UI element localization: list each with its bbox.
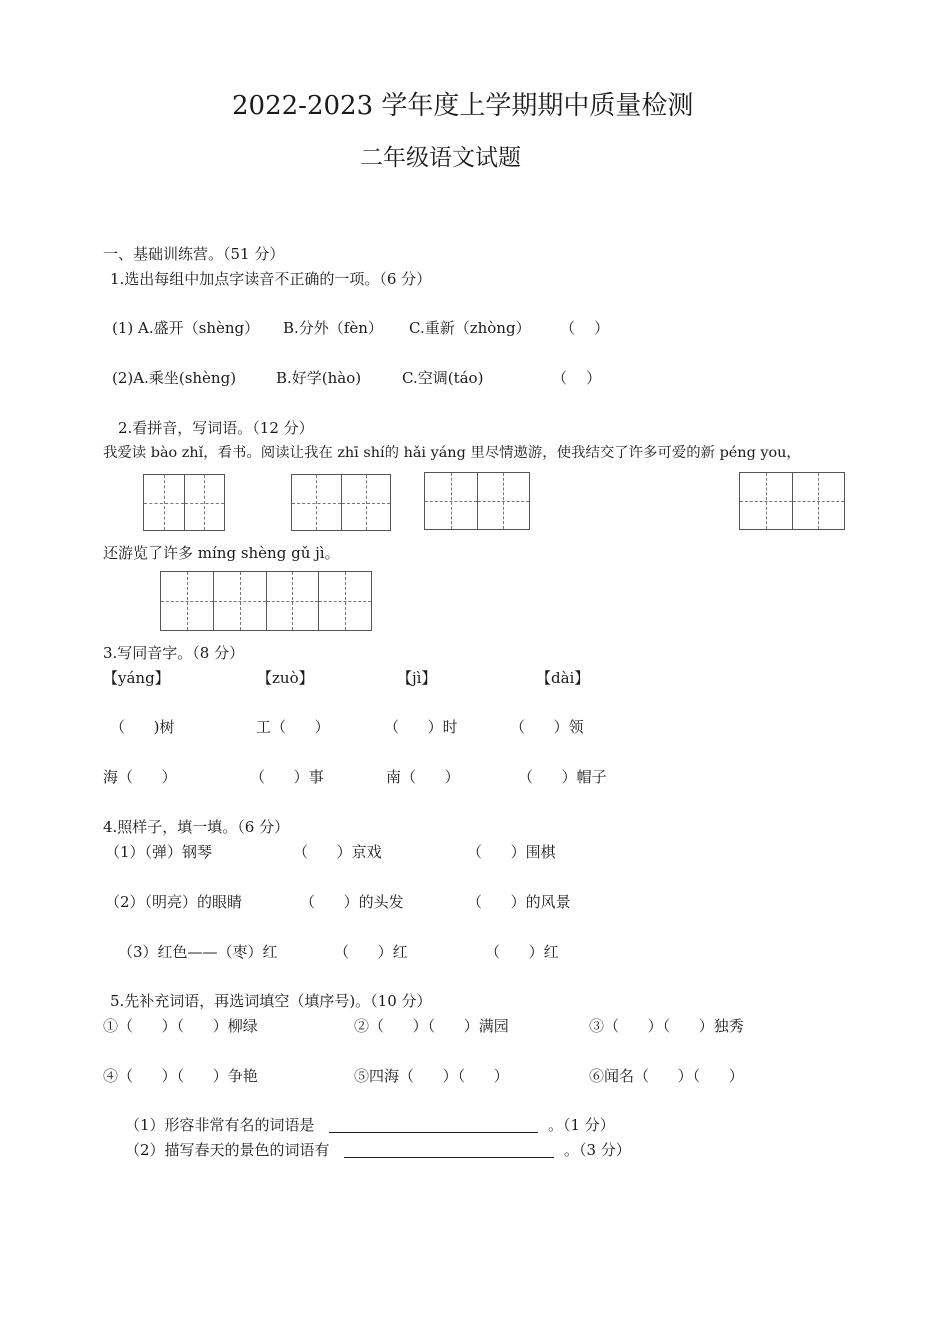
grid-cell[interactable]: [319, 572, 371, 630]
q1-row1-option-b: B.分外（fèn）: [283, 319, 383, 337]
grid-cell[interactable]: [144, 475, 185, 530]
q2-prompt: 2.看拼音，写词语。（12 分）: [118, 419, 314, 437]
exam-title: 2022-2023 学年度上学期期中质量检测: [232, 91, 694, 121]
grid-cell[interactable]: [267, 572, 320, 630]
grid-cell[interactable]: [185, 475, 225, 530]
q3-blank[interactable]: （ ）时: [384, 718, 458, 736]
q4-prompt: 4.照样子，填一填。（6 分）: [103, 818, 290, 836]
q4-example-2: （2）（明亮）的眼睛: [105, 893, 243, 911]
grid-cell[interactable]: [292, 475, 342, 530]
q3-pinyin-dai: 【dài】: [536, 669, 590, 687]
q3-blank[interactable]: （ ）领: [510, 718, 584, 736]
q1-row1-option-a: (1) A.盛开（shèng）: [112, 319, 260, 337]
q3-blank[interactable]: （ ）事: [250, 768, 324, 786]
q5-fill-2-blank[interactable]: [344, 1157, 554, 1158]
grid-cell[interactable]: [425, 473, 478, 529]
grid-cell[interactable]: [740, 473, 793, 529]
writing-grid-haiyang[interactable]: [424, 472, 530, 530]
q2-passage-line2: 还游览了许多 míng shèng gǔ jì。: [103, 544, 340, 562]
q5-fill-1-blank[interactable]: [329, 1132, 538, 1133]
q5-prompt: 5.先补充词语，再选词填空（填序号)。（10 分）: [110, 992, 432, 1010]
grid-cell[interactable]: [214, 572, 267, 630]
grid-cell[interactable]: [161, 572, 214, 630]
q2-passage-line1: 我爱读 bào zhǐ，看书。阅读让我在 zhī shí的 hǎi yáng 里尽情遨游，使我结交了许多可爱的新 péng you，: [103, 445, 801, 461]
q3-blank[interactable]: 工（ ）: [256, 718, 330, 736]
q5-fill-2-tail: 。（3 分）: [564, 1141, 631, 1159]
q4-blank[interactable]: （ ）围棋: [467, 843, 556, 861]
writing-grid-pengyou[interactable]: [739, 472, 845, 530]
q3-prompt: 3.写同音字。（8 分）: [103, 644, 245, 662]
grid-cell[interactable]: [793, 473, 845, 529]
q4-example-1: （1）（弹）钢琴: [105, 843, 213, 861]
q4-example-3: （3）红色——（枣）红: [118, 943, 278, 961]
q5-idiom-3[interactable]: ③（ ）（ ）独秀: [589, 1017, 744, 1035]
q1-row2-option-c: C.空调(táo): [402, 369, 484, 387]
q3-pinyin-zuo: 【zuò】: [257, 669, 314, 687]
q3-blank[interactable]: 南（ ）: [386, 768, 460, 786]
q5-fill-1-label: （1）形容非常有名的词语是: [125, 1116, 315, 1134]
q5-idiom-1[interactable]: ①（ ）（ ）柳绿: [103, 1017, 258, 1035]
q1-row1-option-c: C.重新（zhòng）: [409, 319, 531, 337]
q1-row1-answer[interactable]: （ ）: [560, 319, 610, 337]
q5-idiom-4[interactable]: ④（ ）（ ）争艳: [103, 1067, 258, 1085]
q5-fill-2-label: （2）描写春天的景色的词语有: [125, 1141, 330, 1159]
q4-blank[interactable]: （ ）红: [485, 943, 559, 961]
q3-blank[interactable]: （ )树: [110, 718, 175, 736]
writing-grid-zhishi[interactable]: [291, 474, 391, 531]
writing-grid-mingshengguji[interactable]: [160, 571, 372, 631]
grid-cell[interactable]: [342, 475, 391, 530]
grid-cell[interactable]: [478, 473, 530, 529]
section-heading: 一、基础训练营。（51 分）: [103, 245, 285, 263]
q4-blank[interactable]: （ ）京戏: [293, 843, 382, 861]
q5-idiom-6[interactable]: ⑥闻名（ ）（ ）: [589, 1067, 744, 1085]
q1-prompt: 1.选出每组中加点字读音不正确的一项。（6 分）: [110, 270, 432, 288]
q3-pinyin-ji: 【jì】: [397, 669, 437, 687]
q3-pinyin-yang: 【yáng】: [103, 669, 170, 687]
q1-row2-option-a: (2)A.乘坐(shèng): [112, 369, 237, 387]
q5-idiom-5[interactable]: ⑤四海（ ）（ ）: [354, 1067, 509, 1085]
q4-blank[interactable]: （ ）的头发: [300, 893, 404, 911]
q3-blank[interactable]: （ ）帽子: [518, 768, 607, 786]
q4-blank[interactable]: （ ）红: [334, 943, 408, 961]
q4-blank[interactable]: （ ）的风景: [467, 893, 571, 911]
exam-subtitle: 二年级语文试题: [360, 145, 521, 171]
q5-fill-1-tail: 。（1 分）: [548, 1116, 615, 1134]
q1-row2-option-b: B.好学(hào): [276, 369, 362, 387]
q5-idiom-2[interactable]: ②（ ）（ ）满园: [354, 1017, 509, 1035]
writing-grid-baozhi[interactable]: [143, 474, 225, 531]
q1-row2-answer[interactable]: （ ）: [552, 369, 602, 387]
q3-blank[interactable]: 海（ ）: [103, 768, 177, 786]
